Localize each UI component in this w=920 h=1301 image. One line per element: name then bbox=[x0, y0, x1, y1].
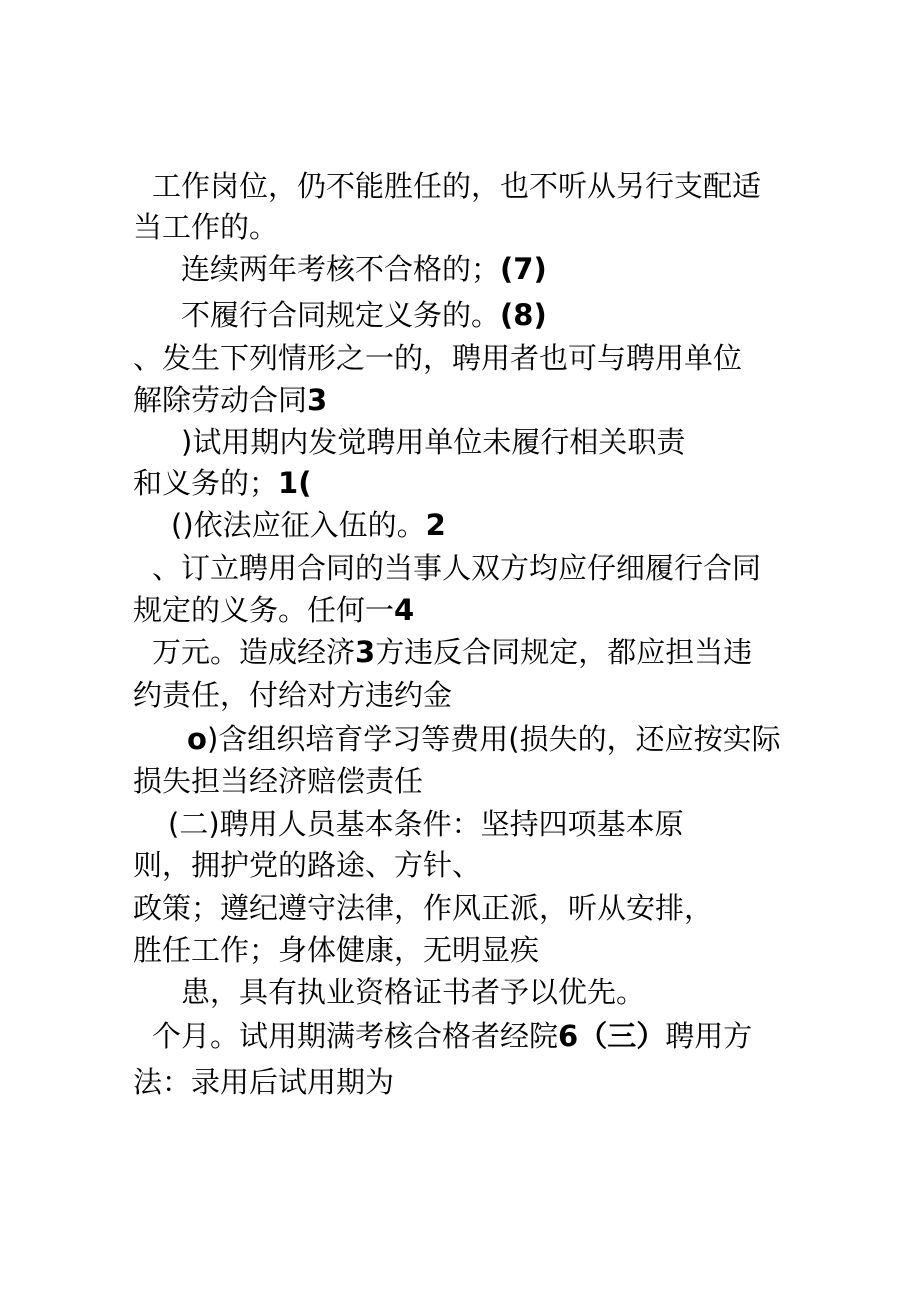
text-line-6 bbox=[133, 382, 327, 418]
line-text-start: 万元。造成经济 bbox=[152, 635, 356, 669]
text-line-18 bbox=[133, 890, 713, 926]
text-line-20 bbox=[181, 974, 645, 1010]
text-line-11 bbox=[133, 592, 414, 628]
text-line-1 bbox=[152, 168, 761, 204]
line-text: )试用期内发觉聘用单位未履行相关职责 bbox=[181, 425, 686, 459]
line-text-start: 个月。试用期满考核合格者经院 bbox=[152, 1019, 559, 1053]
line-text: (二)聘用人员基本条件：坚持四项基本原 bbox=[168, 807, 684, 841]
line-number: 2 bbox=[425, 508, 446, 542]
text-line-15 bbox=[133, 763, 423, 799]
line-text: 约责任，付给对方违约金 bbox=[133, 678, 453, 712]
line-text: 、订立聘用合同的当事人双方均应仔细履行合同 bbox=[152, 551, 762, 585]
line-text: 、发生下列情形之一的，聘用者也可与聘用单位 bbox=[133, 341, 743, 375]
text-line-8 bbox=[133, 465, 311, 501]
line-text: 和义务的； bbox=[133, 466, 279, 500]
text-line-16 bbox=[168, 806, 684, 842]
line-text: 患，具有执业资格证书者予以优先。 bbox=[181, 975, 646, 1009]
line-text: 则，拥护党的路途、方针、 bbox=[133, 848, 482, 882]
line-number: 3 bbox=[355, 635, 376, 669]
line-number: 1( bbox=[278, 466, 312, 500]
text-line-9 bbox=[171, 507, 446, 543]
text-line-14 bbox=[187, 721, 781, 757]
text-line-13 bbox=[133, 677, 452, 713]
text-line-2 bbox=[133, 209, 278, 245]
line-text: 当工作的。 bbox=[133, 210, 279, 244]
line-text: 聘用方 bbox=[665, 1019, 753, 1053]
text-line-21 bbox=[152, 1018, 752, 1054]
line-number: (7) bbox=[500, 252, 547, 286]
text-line-17 bbox=[133, 847, 481, 883]
line-text: 不履行合同规定义务的。 bbox=[181, 298, 501, 332]
line-number: 3 bbox=[307, 383, 328, 417]
text-line-10 bbox=[152, 550, 761, 586]
text-line-7 bbox=[181, 424, 685, 460]
line-text: 胜任工作；身体健康，无明显疾 bbox=[133, 933, 540, 967]
line-text: 法：录用后试用期为 bbox=[133, 1065, 395, 1099]
text-line-4 bbox=[181, 297, 547, 333]
line-text: 规定的义务。任何一 bbox=[133, 593, 395, 627]
line-text: ()依法应征入伍的。 bbox=[171, 508, 426, 542]
line-text: )含组织培育学习等费用(损失的，还应按实际 bbox=[206, 722, 781, 756]
text-line-12 bbox=[152, 634, 752, 670]
text-line-22 bbox=[133, 1064, 394, 1100]
text-line-19 bbox=[133, 932, 539, 968]
text-line-5 bbox=[133, 340, 742, 376]
line-text: 政策；遵纪遵守法律，作风正派，听从安排， bbox=[133, 891, 714, 925]
line-text: 损失担当经济赔偿责任 bbox=[133, 764, 424, 798]
line-number: 6（三） bbox=[558, 1019, 666, 1053]
text-line-3 bbox=[181, 251, 547, 287]
line-text: 工作岗位，仍不能胜任的，也不听从另行支配适 bbox=[152, 169, 762, 203]
line-number: (8) bbox=[500, 298, 547, 332]
line-text: 方违反合同规定，都应担当违 bbox=[375, 635, 753, 669]
line-text: 解除劳动合同 bbox=[133, 383, 308, 417]
line-number: 4 bbox=[394, 593, 415, 627]
line-text: 连续两年考核不合格的； bbox=[181, 252, 501, 286]
line-number: o bbox=[187, 722, 207, 756]
